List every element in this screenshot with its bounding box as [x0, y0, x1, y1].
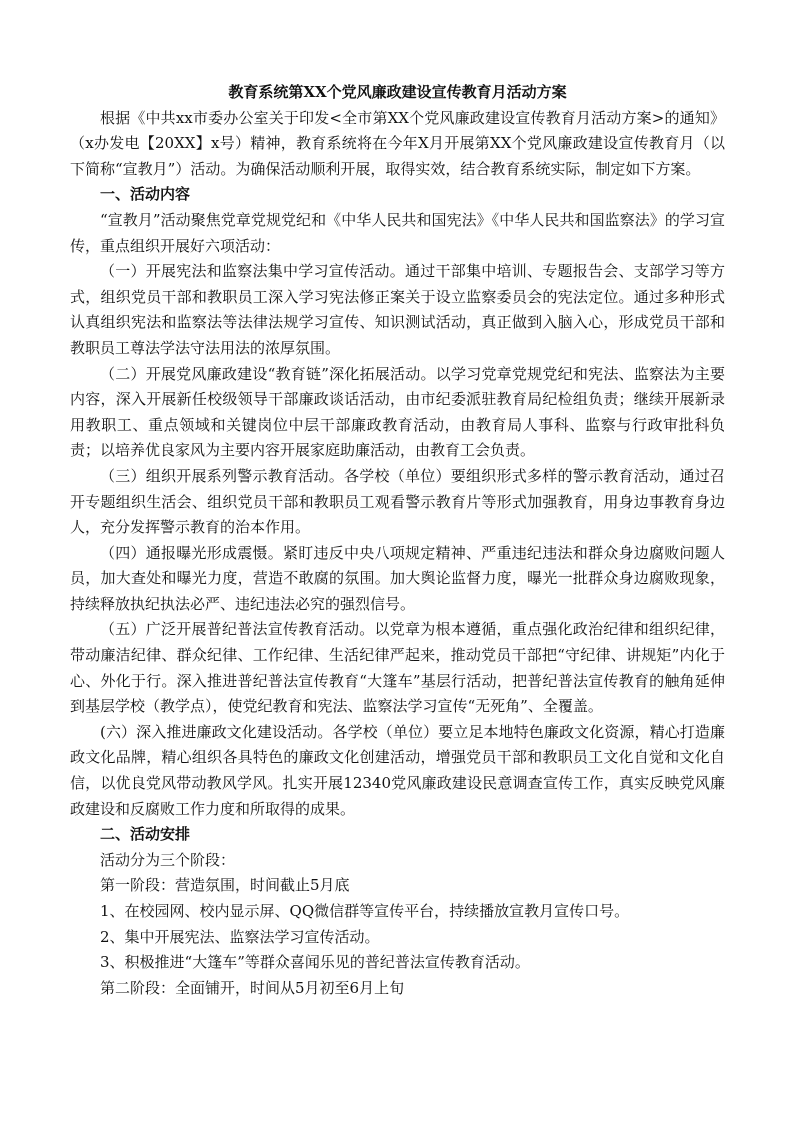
- section-lead-paragraph: “宣教月”活动聚焦党章党规党纪和《中华人民共和国宪法》《中华人民共和国监察法》的学习宣传，重点组织开展好六项活动：: [70, 210, 725, 255]
- activity-item-2: （二）开展党风廉政建设“教育链”深化拓展活动。以学习党章党规党纪和宪法、监察法为主要内容，深入开展新任校级领导干部廉政谈话活动，由市纪委派驻教育局纪检组负责；继续开展新录用教职工、重点领域和关键岗位中层干部廉政教育活动，由教育局人事科、监察与行政审批科负责；以培养优良家风为主要内容开展家庭助廉活动，由教育工会负责。: [70, 364, 725, 460]
- activity-item-1: （一）开展宪法和监察法集中学习宣传活动。通过干部集中培训、专题报告会、支部学习等方式，组织党员干部和教职员工深入学习宪法修正案关于设立监察委员会的宪法定位。通过多种形式认真组织宪法和监察法等法律法规学习宣传、知识测试活动，真正做到入脑入心，形成党员干部和教职员工尊法学法守法用法的浓厚氛围。: [70, 262, 725, 357]
- phase-1-item-1: 1、在校园网、校内显示屏、QQ微信群等宣传平台，持续播放宣教月宣传口号。: [100, 902, 630, 920]
- activity-item-6: (六）深入推进廉政文化建设活动。各学校（单位）要立足本地特色廉政文化资源，精心打造廉政文化品牌，精心组织各具特色的廉政文化创建活动，增强党员干部和教职员工文化自觉和文化自信，以优良党风带动教风学风。扎实开展12340党风廉政建设民意调查宣传工作，真实反映党风廉政建设和反腐败工作力度和所取得的成果。: [70, 722, 725, 818]
- activity-item-3: （三）组织开展系列警示教育活动。各学校（单位）要组织形式多样的警示教育活动，通过召开专题组织生活会、组织党员干部和教职员工观看警示教育片等形式加强教育，用身边事教育身边人，充分发挥警示教育的治本作用。: [70, 466, 725, 537]
- activity-item-5: （五）广泛开展普纪普法宣传教育活动。以党章为根本遵循，重点强化政治纪律和组织纪律，带动廉洁纪律、群众纪律、工作纪律、生活纪律严起来，推动党员干部把“守纪律、讲规矩”内化于心、外化于行。深入推进普纪普法宣传教育“大篷车”基层行活动，把普纪普法宣传教育的触角延伸到基层学校（教学点），使党纪教育和宪法、监察法学习宣传“无死角”、全覆盖。: [70, 620, 725, 716]
- phase-1-item-3: 3、积极推进“大篷车”等群众喜闻乐见的普纪普法宣传教育活动。: [100, 953, 530, 972]
- phase-2-heading: 第二阶段：全面铺开，时间从5月初至6月上旬: [100, 978, 405, 997]
- document-title: 教育系统第XX个党风廉政建设宣传教育月活动方案: [228, 83, 567, 101]
- phase-intro: 活动分为三个阶段：: [100, 850, 236, 869]
- section-heading-content: 一、活动内容: [100, 185, 191, 204]
- intro-paragraph: 根据《中共xx市委办公室关于印发<全市第XX个党风廉政建设宣传教育月活动方案>的通知》（x办发电【20XX】x号）精神，教育系统将在今年X月开展第XX个党风廉政建设宣传教育月（以下简称“宣教月”）活动。为确保活动顺利开展，取得实效，结合教育系统实际，制定如下方案。: [70, 108, 725, 178]
- section-heading-schedule: 二、活动安排: [100, 825, 191, 844]
- phase-1-heading: 第一阶段：营造氛围，时间截止5月底: [100, 876, 350, 895]
- phase-1-item-2: 2、集中开展宪法、监察法学习宣传活动。: [100, 927, 380, 946]
- activity-item-4: （四）通报曝光形成震慑。紧盯违反中央八项规定精神、严重违纪违法和群众身边腐败问题人员，加大查处和曝光力度，营造不敢腐的氛围。加大舆论监督力度，曝光一批群众身边腐败现象，持续释放执纪执法必严、违纪违法必究的强烈信号。: [70, 543, 725, 613]
